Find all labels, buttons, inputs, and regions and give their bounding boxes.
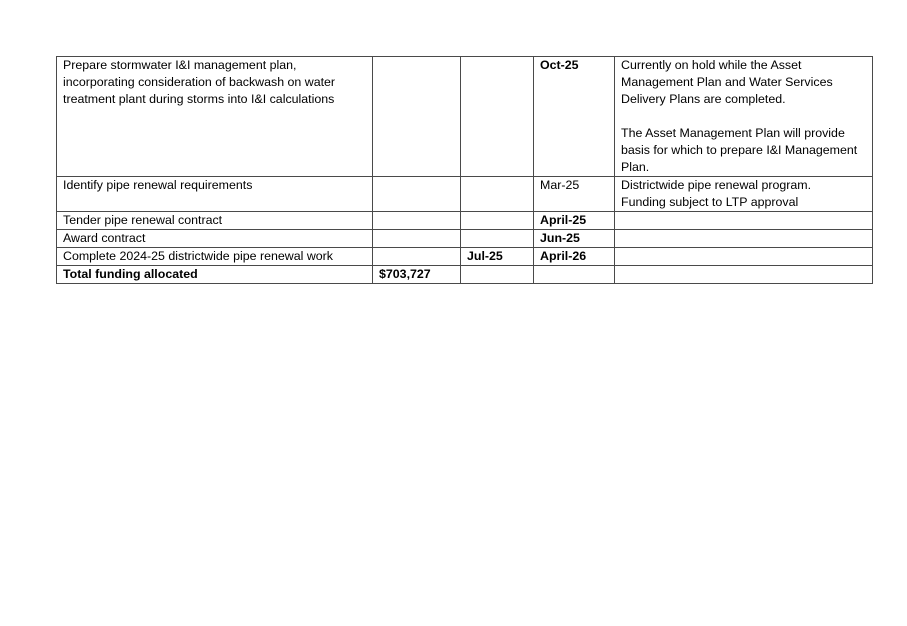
comments-cell [615, 266, 873, 284]
due-date-cell: April-26 [534, 248, 615, 266]
due-date-cell: Oct-25 [534, 57, 615, 177]
total-row [57, 266, 873, 284]
task-cell: Tender pipe renewal contract [57, 212, 373, 230]
start-date-cell: Jul-25 [461, 248, 534, 266]
total-amount-cell: $703,727 [373, 266, 461, 284]
budget-cell [373, 230, 461, 248]
start-date-cell [461, 212, 534, 230]
task-cell: Complete 2024-25 districtwide pipe renewal work [57, 248, 373, 266]
due-date-cell: April-25 [534, 212, 615, 230]
budget-cell [373, 177, 461, 212]
budget-cell [373, 212, 461, 230]
due-date-cell [534, 266, 615, 284]
due-date-cell: Mar-25 [534, 177, 615, 212]
work-program-table [56, 56, 873, 284]
table-row [57, 57, 873, 177]
comments-cell [615, 230, 873, 248]
comments-cell: Districtwide pipe renewal program. Funding subject to LTP approval [615, 177, 873, 212]
comments-cell: Currently on hold while the Asset Management Plan and Water Services Delivery Plans are completed. The Asset Management Plan will provide basis for which to prepare I&I Management Plan. [615, 57, 873, 177]
task-cell: Prepare stormwater I&I management plan, incorporating consideration of backwash on water treatment plant during storms into I&I calculations [57, 57, 373, 177]
table-row [57, 177, 873, 212]
start-date-cell [461, 57, 534, 177]
table-row [57, 230, 873, 248]
table-row [57, 248, 873, 266]
budget-cell [373, 57, 461, 177]
start-date-cell [461, 177, 534, 212]
comments-cell [615, 248, 873, 266]
task-cell: Award contract [57, 230, 373, 248]
budget-cell [373, 248, 461, 266]
task-cell: Identify pipe renewal requirements [57, 177, 373, 212]
due-date-cell: Jun-25 [534, 230, 615, 248]
start-date-cell [461, 266, 534, 284]
total-label-cell: Total funding allocated [57, 266, 373, 284]
start-date-cell [461, 230, 534, 248]
table-row [57, 212, 873, 230]
comments-cell [615, 212, 873, 230]
